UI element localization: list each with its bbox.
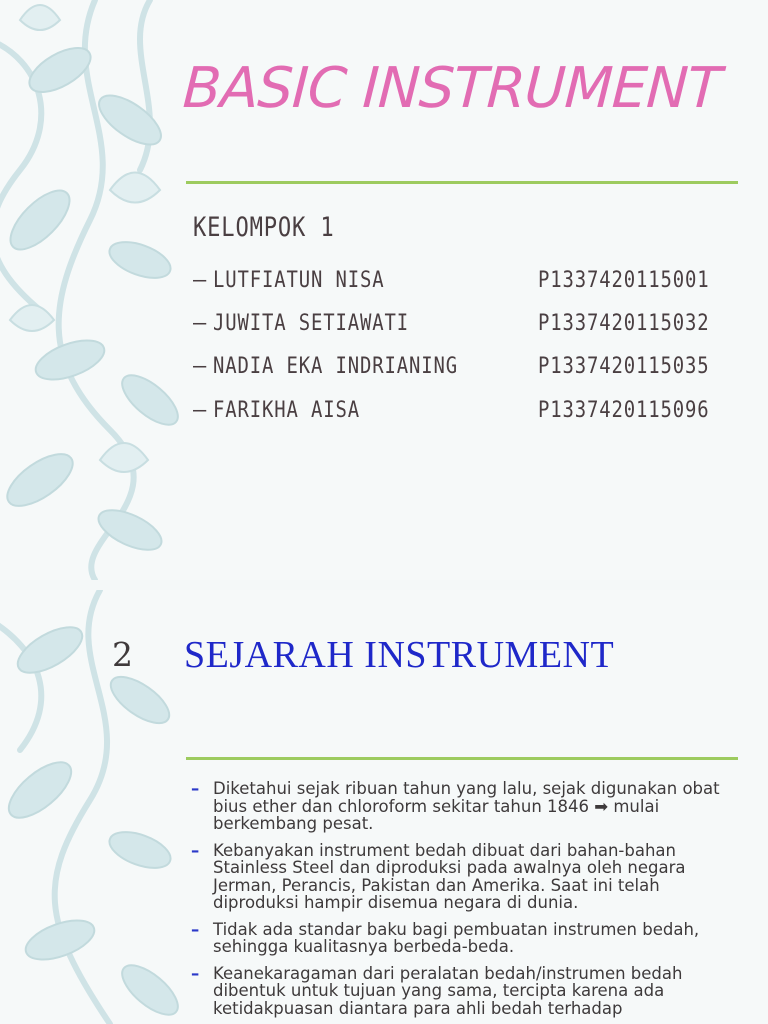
member-row <box>193 268 723 298</box>
group-heading: KELOMPOK 1 <box>193 212 335 243</box>
bullet-dash-icon: – <box>191 963 200 983</box>
member-name: JUWITA SETIAWATI <box>213 311 410 336</box>
list-item <box>186 780 731 833</box>
member-nim: P1337420115096 <box>538 398 710 423</box>
member-row <box>193 354 723 384</box>
member-dash: – <box>193 311 207 336</box>
title-divider <box>186 757 738 760</box>
bullet-text: Keanekaragaman dari peralatan bedah/instrumen bedah dibentuk untuk tujuan yang sama, tercipta karena ada ketidakpuasan diantara para ahli bedah terhadap <box>213 963 683 1018</box>
member-name: LUTFIATUN NISA <box>213 268 385 293</box>
member-nim: P1337420115001 <box>538 268 710 293</box>
list-item <box>186 965 731 1018</box>
slide-number: 2 <box>112 635 133 674</box>
slide-title: BASIC INSTRUMENT <box>181 56 723 121</box>
list-item <box>186 842 731 912</box>
bullet-dash-icon: – <box>191 840 200 860</box>
member-row <box>193 311 723 341</box>
slide-2 <box>0 590 768 1024</box>
bullet-text: Kebanyakan instrument bedah dibuat dari bahan-bahan Stainless Steel dan diproduksi pada awalnya oleh negara Jerman, Perancis, Pakistan dan Amerika. Saat ini telah diproduksi hampir disemua negara di dunia. <box>213 840 686 912</box>
bullet-dash-icon: – <box>191 779 200 798</box>
member-dash: – <box>193 354 207 379</box>
member-dash: – <box>193 398 207 423</box>
member-name: FARIKHA AISA <box>213 398 361 423</box>
bullet-list <box>186 780 731 1024</box>
member-nim: P1337420115035 <box>538 354 710 379</box>
floral-decoration-icon <box>0 590 190 1024</box>
title-divider <box>186 181 738 184</box>
bullet-dash-icon: – <box>191 919 200 939</box>
member-nim: P1337420115032 <box>538 311 710 336</box>
floral-decoration-icon <box>0 0 190 580</box>
member-name: NADIA EKA INDRIANING <box>213 354 459 379</box>
slide-title: SEJARAH INSTRUMENT <box>184 634 615 676</box>
bullet-text: Diketahui sejak ribuan tahun yang lalu, sejak digunakan obat bius ether dan chloroform sekitar tahun 1846 ➡ mulai berkembang pesat. <box>213 779 720 833</box>
bullet-text: Tidak ada standar baku bagi pembuatan instrumen bedah, sehingga kualitasnya berbeda-beda. <box>213 919 700 956</box>
member-dash: – <box>193 268 207 293</box>
list-item <box>186 921 731 956</box>
member-row <box>193 398 723 428</box>
